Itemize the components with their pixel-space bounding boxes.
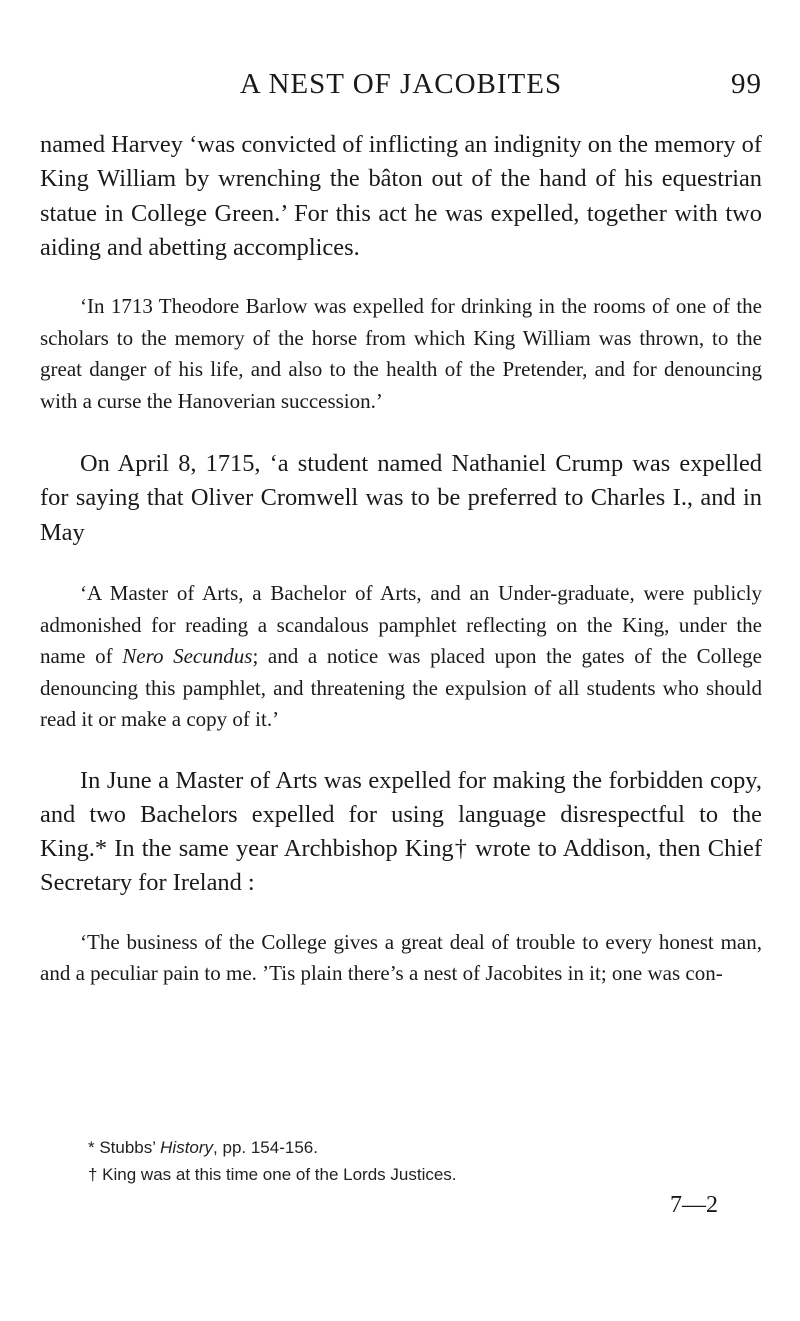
footnote-stubbs-before: * Stubbs’: [88, 1138, 161, 1157]
body-text: [40, 128, 762, 990]
pamphlet-title: Nero Secundus: [122, 644, 253, 669]
footnote-stubbs: [40, 1134, 762, 1161]
paragraph-crump: On April 8, 1715, ‘a student named Nathaniel Crump was expelled for saying that Oliver Cromwell was to be preferred to Charles I., and in May: [40, 450, 762, 546]
quote-nero-secundus: [40, 578, 762, 736]
page-number: 99: [731, 68, 762, 100]
quote-archbishop-king: ‘The business of the College gives a great deal of trouble to every honest man, and a peculiar pain to me. ’Tis plain there’s a nest of Jacobites in it; one was con-: [40, 929, 762, 986]
paragraph-june-expulsions: In June a Master of Arts was expelled for making the forbidden copy, and two Bachelors expelled for using language disrespectful to the King.* In the same year Archbishop King† wrote to Addison, then Chief Secretary for Ireland :: [40, 766, 762, 897]
paragraph-harvey: named Harvey ‘was convicted of inflicting an indignity on the memory of King William by wrenching the bâton out of the hand of his equestrian statue in College Green.’ For this act he was expelled, together with two aiding and abetting accomplices.: [40, 131, 762, 261]
footnote-stubbs-title: History: [160, 1138, 214, 1157]
quote-nero-text-before: ‘A Master of Arts, a Bachelor of Arts, and an Under-graduate, were publicly admonished for reading a scandalous pamphlet reflecting on the King, under the name of: [40, 581, 762, 669]
signature-mark: 7—2: [670, 1192, 718, 1218]
footnotes: [40, 1134, 762, 1188]
quote-barlow: ‘In 1713 Theodore Barlow was expelled for drinking in the rooms of one of the scholars to the memory of the horse from which King William was thrown, to the great danger of his life, and also to the health of the Pretender, and for denouncing with a curse the Hanoverian succession.’: [40, 294, 762, 413]
running-head: [40, 68, 762, 112]
running-title: A NEST OF JACOBITES: [239, 68, 563, 100]
quote-nero-text-after: ; and a notice was placed upon the gates of the College denouncing this pamphlet, and threatening the expulsion of all students who should read it or make a copy of it.’: [40, 644, 762, 732]
footnote-stubbs-after: , pp. 154-156.: [213, 1138, 318, 1157]
footnote-king: † King was at this time one of the Lords Justices.: [88, 1165, 457, 1184]
